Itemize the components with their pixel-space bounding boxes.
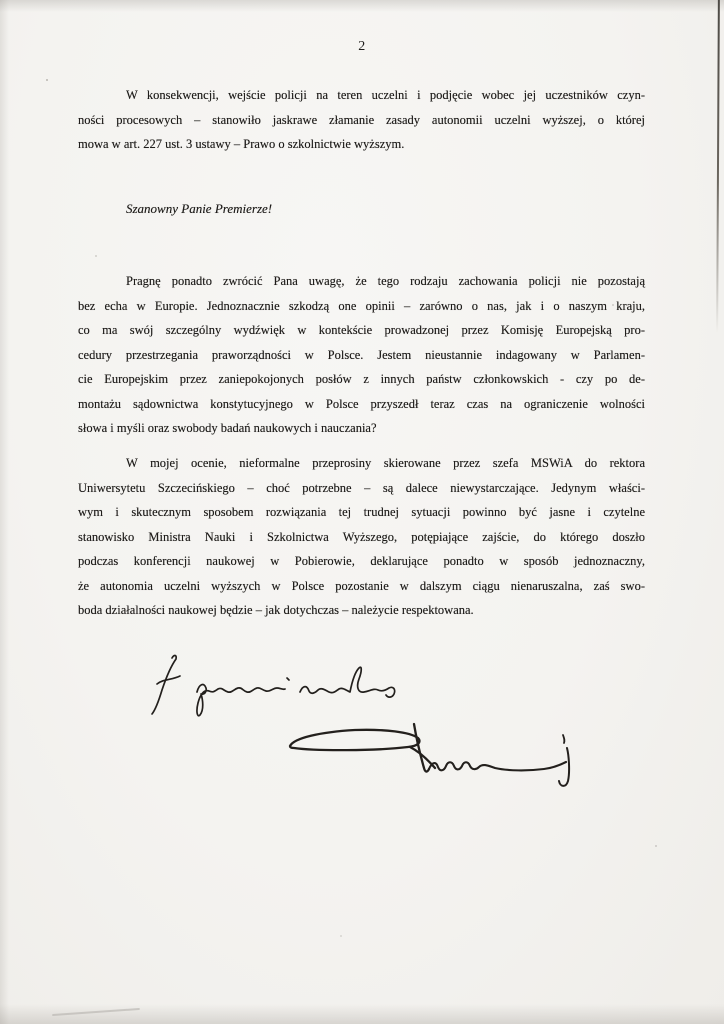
- text-line: W konsekwencji, wejście policji na teren uczelni i podjęcie wobec jej uczestników czyn-: [126, 88, 645, 102]
- text-line: że autonomia uczelni wyższych w Polsce pozostanie w dalszym ciągu nienaruszalna, zaś swo-: [78, 578, 645, 593]
- scan-dust-specks: [0, 0, 2, 2]
- text-line: boda działalności naukowej będzie – jak dotychczas – należycie respektowana.: [78, 603, 474, 617]
- paragraph: [78, 269, 645, 441]
- text-line: ności procesowych – stanowiło jaskrawe złamanie zasady autonomii uczelni wyższej, o której: [78, 112, 645, 127]
- paragraph: [78, 451, 645, 623]
- page-number: 2: [358, 39, 366, 54]
- text-line: mowa w art. 227 ust. 3 ustawy – Prawo o szkolnictwie wyższym.: [78, 137, 405, 151]
- text-line: Uniwersytetu Szczecińskiego – choć potrzebne – są dalece niewystarczające. Jedynym właści-: [78, 480, 645, 495]
- text-line: cedury przestrzegania praworządności w Polsce. Jestem nieustannie indagowany w Parlamen-: [78, 347, 645, 362]
- text-line: podczas konferencji naukowej w Pobierowie, deklarujące ponadto w sposób jednoznaczny,: [78, 554, 645, 568]
- text-line: montażu sądownictwa konstytucyjnego w Polsce przyszedł teraz czas na ograniczenie wolności: [78, 396, 645, 411]
- letter-body: [78, 0, 645, 1024]
- text-line: słowa i myśli oraz swobody badań naukowych i nauczania?: [78, 421, 377, 435]
- paragraph: [78, 83, 645, 157]
- salutation: [78, 197, 645, 222]
- text-line: bez echa w Europie. Jednoznacznie szkodzą one opinii – zarówno o nas, jak i o naszym kraju,: [78, 298, 645, 313]
- handwritten-signature: [280, 710, 598, 798]
- text-line: Pragnę ponadto zwrócić Pana uwagę, że tego rodzaju zachowania policji nie pozostają: [126, 274, 645, 288]
- text-line: Szanowny Panie Premierze!: [126, 201, 273, 216]
- text-line: stanowisko Ministra Nauki i Szkolnictwa Wyższego, potępiające zajście, do którego doszło: [78, 529, 645, 544]
- text-line: W mojej ocenie, nieformalne przeprosiny skierowane przez szefa MSWiA do rektora: [126, 456, 645, 470]
- text-line: cie Europejskim przez zaniepokojonych posłów z innych państw członkowskich - czy po de-: [78, 372, 645, 386]
- scan-left-edge-shadow: [0, 0, 9, 1024]
- text-line: co ma swój szczególny wydźwięk w kontekście prowadzonej przez Komisję Europejską pro-: [78, 323, 645, 337]
- text-line: wym i skutecznym sposobem rozwiązania tej trudnej sytuacji powinno być jasne i czytelne: [78, 505, 645, 519]
